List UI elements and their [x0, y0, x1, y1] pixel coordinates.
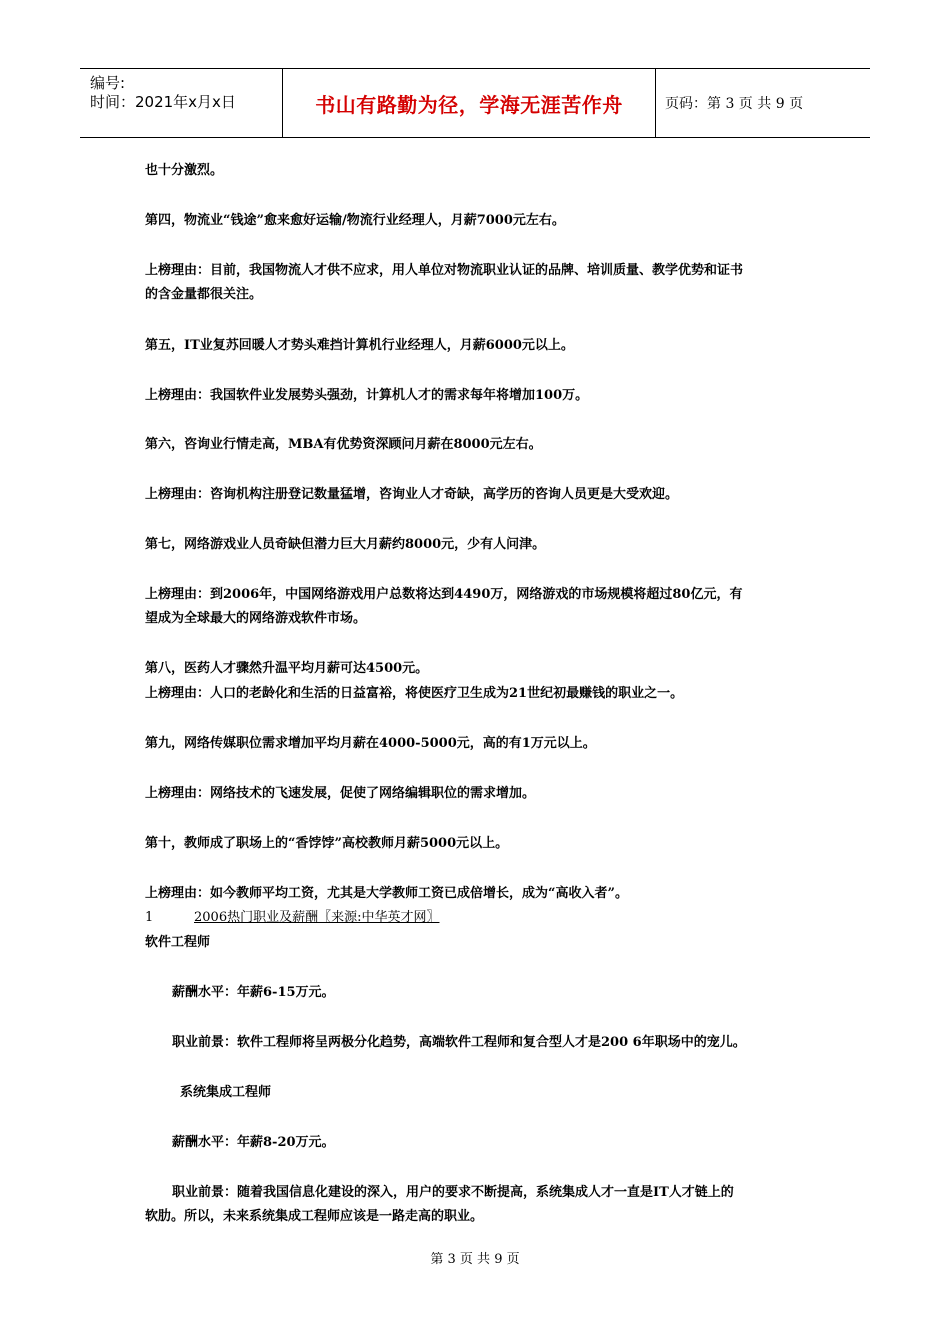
job-title: 软件工程师: [145, 935, 211, 950]
salary-line: 薪酬水平：年薪8-20万元。: [172, 1135, 335, 1150]
body-line: 第六，咨询业行情走高，MBA有优势资深顾问月薪在8000元左右。: [145, 437, 542, 452]
header-meta: [80, 69, 282, 137]
body-line: 上榜理由：我国软件业发展势头强劲，计算机人才的需求每年将增加100万。: [145, 388, 589, 403]
body-line: 第十，教师成了职场上的“香饽饽”高校教师月薪5000元以上。: [145, 836, 509, 851]
body-line: 第七，网络游戏业人员奇缺但潜力巨大月薪约8000元，少有人问津。: [145, 537, 546, 552]
body-line: 望成为全球最大的网络游戏软件市场。: [145, 611, 367, 626]
salary-line: 薪酬水平：年薪6-15万元。: [172, 985, 335, 1000]
job-title: 系统集成工程师: [180, 1085, 272, 1100]
body-line: 上榜理由：网络技术的飞速发展，促使了网络编辑职位的需求增加。: [145, 786, 536, 801]
prospect-line: 职业前景：随着我国信息化建设的深入，用户的要求不断提高，系统集成人才一直是IT人才链上的: [172, 1185, 734, 1200]
document-time: 时间：2021年x月x日: [90, 93, 236, 111]
body-line: 上榜理由：到2006年，中国网络游戏用户总数将达到4490万，网络游戏的市场规模将超过80亿元，有: [145, 587, 743, 602]
header-page-number: 页码：第 3 页 共 9 页: [665, 96, 804, 112]
body-line: 第四，物流业“钱途”愈来愈好运输/物流行业经理人，月薪7000元左右。: [145, 213, 565, 228]
body-line: 也十分激烈。: [145, 163, 224, 178]
section-heading-link[interactable]: 2006热门职业及薪酬〖来源:中华英才网〗: [194, 910, 440, 925]
body-line: 上榜理由：咨询机构注册登记数量猛增，咨询业人才奇缺，高学历的咨询人员更是大受欢迎。: [145, 487, 679, 502]
body-line: 上榜理由：人口的老龄化和生活的日益富裕，将使医疗卫生成为21世纪初最赚钱的职业之一。: [145, 686, 684, 701]
body-line: 第九，网络传媒职位需求增加平均月薪在4000-5000元，高的有1万元以上。: [145, 736, 596, 751]
body-line: 第八，医药人才骤然升温平均月薪可达4500元。: [145, 661, 429, 676]
body-line: 上榜理由：如今教师平均工资，尤其是大学教师工资已成倍增长，成为“高收入者”。: [145, 886, 628, 901]
section-number: 1: [145, 910, 154, 925]
page-header: [80, 68, 870, 138]
page-footer: 第 3 页 共 9 页: [430, 1252, 520, 1267]
body-line: 上榜理由：目前，我国物流人才供不应求，用人单位对物流职业认证的品牌、培训质量、教学优势和证书: [145, 263, 744, 278]
body-line: 第五，IT业复苏回暖人才势头难挡计算机行业经理人，月薪6000元以上。: [145, 338, 574, 353]
prospect-line: 职业前景：软件工程师将呈两极分化趋势，高端软件工程师和复合型人才是200 6年职场中的宠儿。: [172, 1035, 746, 1050]
header-motto: 书山有路勤为径，学海无涯苦作舟: [282, 69, 656, 137]
prospect-line: 软肋。所以，未来系统集成工程师应该是一路走高的职业。: [145, 1209, 484, 1224]
body-line: 的含金量都很关注。: [145, 287, 263, 302]
document-number: 编号:: [90, 74, 126, 92]
